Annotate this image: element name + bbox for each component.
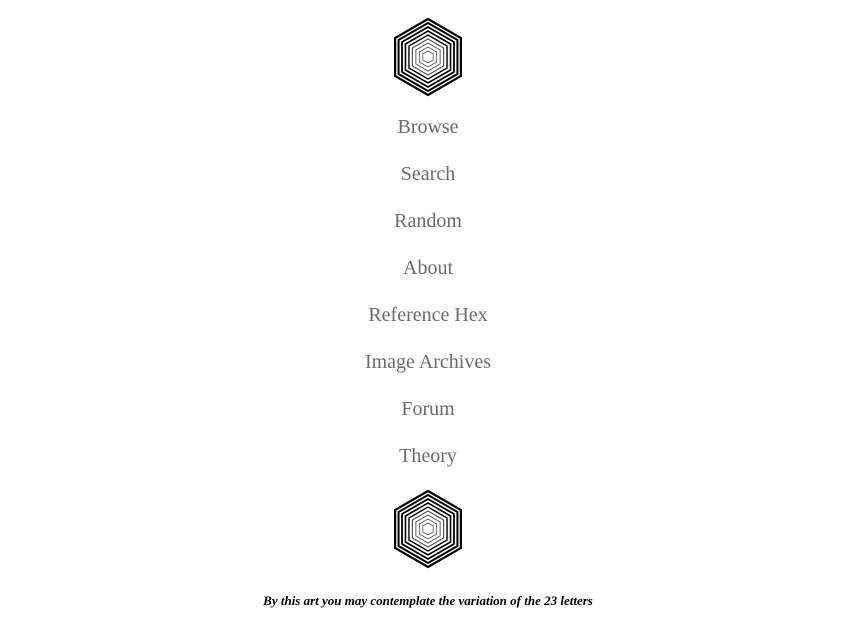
nav-item-image-archives xyxy=(0,339,850,386)
nav-item-theory xyxy=(0,433,850,480)
reference-hex-link[interactable]: Reference Hex xyxy=(368,304,488,326)
nav-item-search xyxy=(0,151,850,198)
nav-item-reference-hex xyxy=(0,292,850,339)
nav-item-forum xyxy=(0,386,850,433)
image-archives-link[interactable]: Image Archives xyxy=(364,351,492,373)
about-link[interactable]: About xyxy=(403,257,453,279)
main-navigation xyxy=(0,104,850,480)
nav-item-browse xyxy=(0,104,850,151)
nested-hexagon-icon xyxy=(390,16,466,98)
random-link[interactable]: Random xyxy=(394,210,462,232)
search-link[interactable]: Search xyxy=(400,163,456,185)
nav-item-about xyxy=(0,245,850,292)
tagline: By this art you may contemplate the variation of the 23 letters xyxy=(263,593,593,608)
theory-link[interactable]: Theory xyxy=(399,445,457,467)
nested-hexagon-icon xyxy=(390,488,466,570)
browse-link[interactable]: Browse xyxy=(397,116,459,138)
forum-link[interactable]: Forum xyxy=(401,398,455,420)
nav-item-random xyxy=(0,198,850,245)
hexagon-logo-top[interactable] xyxy=(390,16,466,98)
hexagon-logo-bottom xyxy=(390,488,466,570)
